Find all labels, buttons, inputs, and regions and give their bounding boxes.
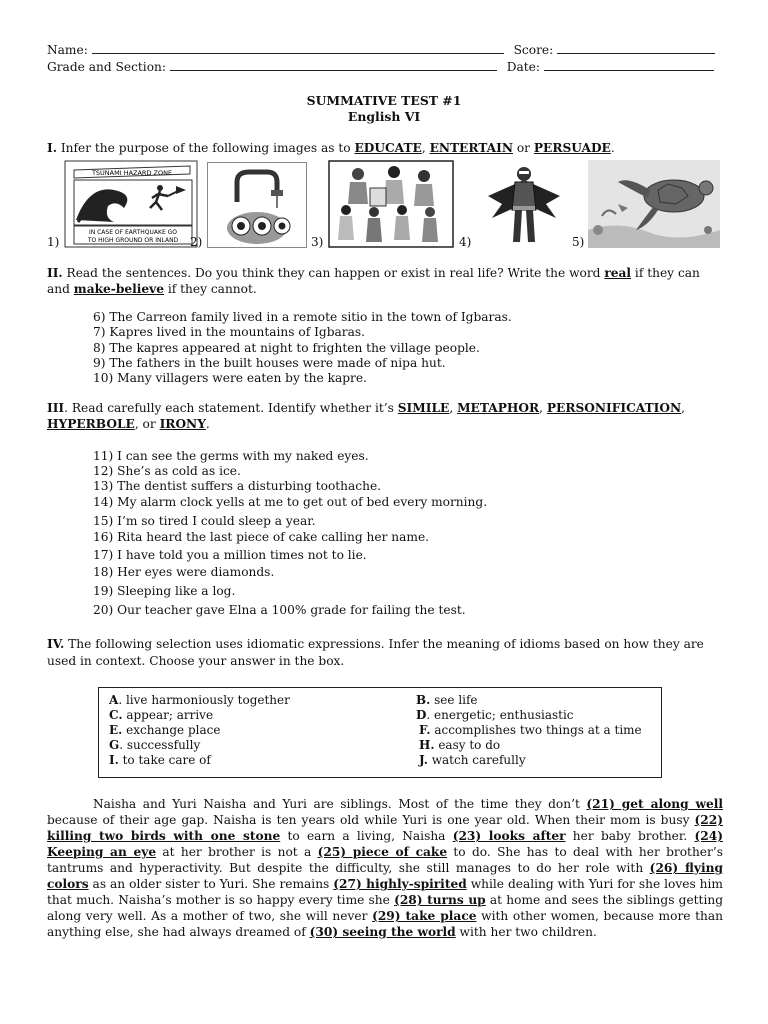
date-field[interactable] bbox=[544, 60, 714, 71]
story-text: with her two children. bbox=[455, 925, 597, 939]
idiom-23: (23) looks after bbox=[452, 829, 566, 843]
choice-g bbox=[109, 738, 200, 752]
question-10: 10) Many villagers were eaten by the kapre. bbox=[93, 371, 367, 386]
story-text: while dealing with Yuri for she loves him that much. Naisha’s mother is so happy every time she bbox=[47, 877, 723, 907]
choice-letter: D bbox=[416, 708, 427, 722]
question-19: 19) Sleeping like a log. bbox=[93, 584, 236, 598]
section-1-instructions bbox=[47, 141, 723, 157]
story-text: to earn a living, Naisha bbox=[280, 829, 453, 843]
term-metaphor: METAPHOR bbox=[457, 401, 540, 415]
story-text: Naisha and Yuri Naisha and Yuri are siblings. Most of the time they don’t bbox=[93, 797, 587, 811]
name-label: Name: bbox=[47, 43, 88, 57]
separator: or bbox=[512, 141, 534, 155]
section-1-numeral: I. bbox=[47, 141, 57, 155]
section-2-text: if they can and bbox=[47, 266, 700, 296]
period: . bbox=[205, 416, 210, 431]
grade-row bbox=[47, 60, 714, 74]
choice-c bbox=[109, 708, 213, 722]
question-16: 16) Rita heard the last piece of cake calling her name. bbox=[93, 530, 430, 544]
question-20: 20) Our teacher gave Elna a 100% grade for failing the test. bbox=[93, 603, 466, 617]
question-6: 6) The Carreon family lived in a remote sitio in the town of Igbaras. bbox=[93, 310, 512, 324]
term-simile: SIMILE bbox=[397, 401, 450, 415]
section-2-text: if they cannot. bbox=[163, 281, 257, 296]
choice-f bbox=[419, 723, 642, 737]
separator: , or bbox=[134, 416, 160, 431]
choice-i bbox=[109, 753, 211, 767]
image-number-5: 5) bbox=[572, 235, 585, 249]
idiom-22: (22) killing two birds with one stone bbox=[47, 813, 723, 843]
section-3-instructions bbox=[47, 401, 723, 432]
date-label: Date: bbox=[506, 60, 540, 74]
sign-bottom-text-1: IN CASE OF EARTHQUAKE GO bbox=[88, 229, 178, 236]
choice-text: see life bbox=[430, 693, 478, 707]
term-hyperbole: HYPERBOLE bbox=[47, 416, 135, 431]
option-persuade: PERSUADE bbox=[533, 141, 611, 155]
choice-j bbox=[419, 753, 526, 767]
idiom-28: (28) turns up bbox=[394, 893, 486, 907]
faucet-cartoon-image bbox=[207, 162, 307, 248]
score-label: Score: bbox=[513, 43, 554, 57]
story-text: at her brother is not a bbox=[156, 845, 318, 859]
choice-letter: B. bbox=[416, 693, 431, 707]
superhero-image bbox=[482, 160, 566, 246]
story-text: to do. She has to deal with her brother’s tantrums and hyperactivity. But despite the difficulty, she still manages to do her role with bbox=[47, 845, 723, 875]
sign-bottom-text-2: TO HIGH GROUND OR INLAND bbox=[87, 237, 179, 244]
sea-turtle-image bbox=[588, 160, 720, 248]
question-15: 15) I’m so tired I could sleep a year. bbox=[93, 514, 316, 528]
option-entertain: ENTERTAIN bbox=[429, 141, 513, 155]
image-number-4: 4) bbox=[459, 235, 472, 249]
option-educate: EDUCATE bbox=[354, 141, 422, 155]
choice-text: . energetic; enthusiastic bbox=[426, 708, 574, 722]
story-text: as an older sister to Yuri. She remains bbox=[88, 877, 334, 891]
choice-letter: H. bbox=[419, 738, 435, 752]
term-irony: IRONY bbox=[159, 416, 206, 431]
choice-h bbox=[419, 738, 500, 752]
sign-top-text: TSUNAMI HAZARD ZONE bbox=[91, 169, 173, 177]
choice-letter: A bbox=[109, 693, 119, 707]
choice-letter: I. bbox=[109, 753, 119, 767]
keyword-make-believe: make-believe bbox=[73, 281, 164, 296]
test-subject: English VI bbox=[347, 109, 421, 124]
tsunami-sign-image bbox=[64, 160, 198, 248]
story-text: because of their age gap. Naisha is ten years old while Yuri is one year old. When their mom is busy bbox=[47, 813, 695, 827]
story-text: her baby brother. bbox=[565, 829, 695, 843]
choice-text: watch carefully bbox=[427, 753, 526, 767]
question-17: 17) I have told you a million times not to lie. bbox=[93, 548, 367, 562]
choice-letter: E. bbox=[109, 723, 123, 737]
separator: , bbox=[681, 401, 685, 415]
name-row bbox=[47, 43, 715, 57]
section-1-text: Infer the purpose of the following images as to bbox=[56, 141, 355, 155]
question-18: 18) Her eyes were diamonds. bbox=[93, 565, 275, 579]
choice-e bbox=[109, 723, 220, 737]
choice-letter: G bbox=[109, 738, 120, 752]
term-personification: PERSONIFICATION bbox=[546, 401, 682, 415]
choice-text: . live harmoniously together bbox=[118, 693, 290, 707]
separator: , bbox=[421, 141, 430, 155]
idiom-27: (27) highly-spirited bbox=[333, 877, 467, 891]
question-14: 14) My alarm clock yells at me to get out of bed every morning. bbox=[93, 495, 488, 509]
choice-text: appear; arrive bbox=[122, 708, 214, 722]
idiom-29: (29) take place bbox=[372, 909, 477, 923]
idiom-30: (30) seeing the world bbox=[309, 925, 456, 939]
choice-letter: C. bbox=[109, 708, 123, 722]
idiom-24: (24) Keeping an eye bbox=[47, 829, 723, 859]
section-4-instructions bbox=[47, 636, 723, 669]
question-9: 9) The fathers in the built houses were made of nipa hut. bbox=[93, 355, 446, 370]
section-2-text: Read the sentences. Do you think they can happen or exist in real life? Write the word bbox=[62, 266, 605, 280]
question-13: 13) The dentist suffers a disturbing toothache. bbox=[93, 479, 382, 493]
image-number-3: 3) bbox=[311, 235, 324, 249]
image-number-1: 1) bbox=[47, 235, 60, 249]
section-4-numeral: IV. bbox=[47, 637, 65, 651]
name-field[interactable] bbox=[92, 43, 504, 54]
separator: , bbox=[449, 401, 458, 415]
choice-a bbox=[109, 693, 290, 707]
question-12: 12) She’s as cold as ice. bbox=[93, 464, 241, 478]
answer-choices-box bbox=[98, 687, 662, 778]
question-8: 8) The kapres appeared at night to frighten the village people. bbox=[93, 340, 480, 355]
idiom-26: (26) flying colors bbox=[47, 861, 723, 891]
story-passage bbox=[47, 796, 723, 940]
period: . bbox=[610, 141, 615, 155]
choice-text: . successfully bbox=[119, 738, 201, 752]
keyword-real: real bbox=[604, 266, 632, 280]
separator: , bbox=[539, 401, 547, 415]
family-group-image bbox=[328, 160, 454, 248]
idiom-21: (21) get along well bbox=[586, 797, 723, 811]
test-title: SUMMATIVE TEST #1 bbox=[306, 93, 462, 108]
choice-d bbox=[416, 708, 574, 722]
question-11: 11) I can see the germs with my naked eyes. bbox=[93, 449, 369, 463]
grade-field[interactable] bbox=[170, 60, 497, 71]
story-text: at home and sees the siblings getting along very well. As a mother of two, she will never bbox=[47, 893, 723, 923]
choice-b bbox=[416, 693, 478, 707]
section-3-text: . Read carefully each statement. Identify whether it’s bbox=[64, 401, 398, 415]
choice-text: accomplishes two things at a time bbox=[430, 723, 642, 737]
score-field[interactable] bbox=[557, 43, 715, 54]
choice-text: to take care of bbox=[118, 753, 211, 767]
grade-label: Grade and Section: bbox=[47, 60, 166, 74]
choice-text: exchange place bbox=[122, 723, 221, 737]
section-3-numeral: III bbox=[47, 401, 65, 415]
idiom-25: (25) piece of cake bbox=[317, 845, 448, 859]
choice-letter: F. bbox=[419, 723, 431, 737]
image-number-2: 2) bbox=[190, 235, 203, 249]
section-2-numeral: II. bbox=[47, 266, 63, 280]
choice-text: easy to do bbox=[434, 738, 501, 752]
section-2-items bbox=[93, 310, 512, 386]
choice-letter: J. bbox=[419, 753, 428, 767]
story-text: with other women, because more than anything else, she had always dreamed of bbox=[47, 909, 723, 939]
section-2-instructions bbox=[47, 266, 723, 297]
question-7: 7) Kapres lived in the mountains of Igbaras. bbox=[93, 325, 366, 340]
section-4-text: The following selection uses idiomatic expressions. Infer the meaning of idioms based on how they are used in context. Choose your answer in the box. bbox=[47, 637, 704, 668]
